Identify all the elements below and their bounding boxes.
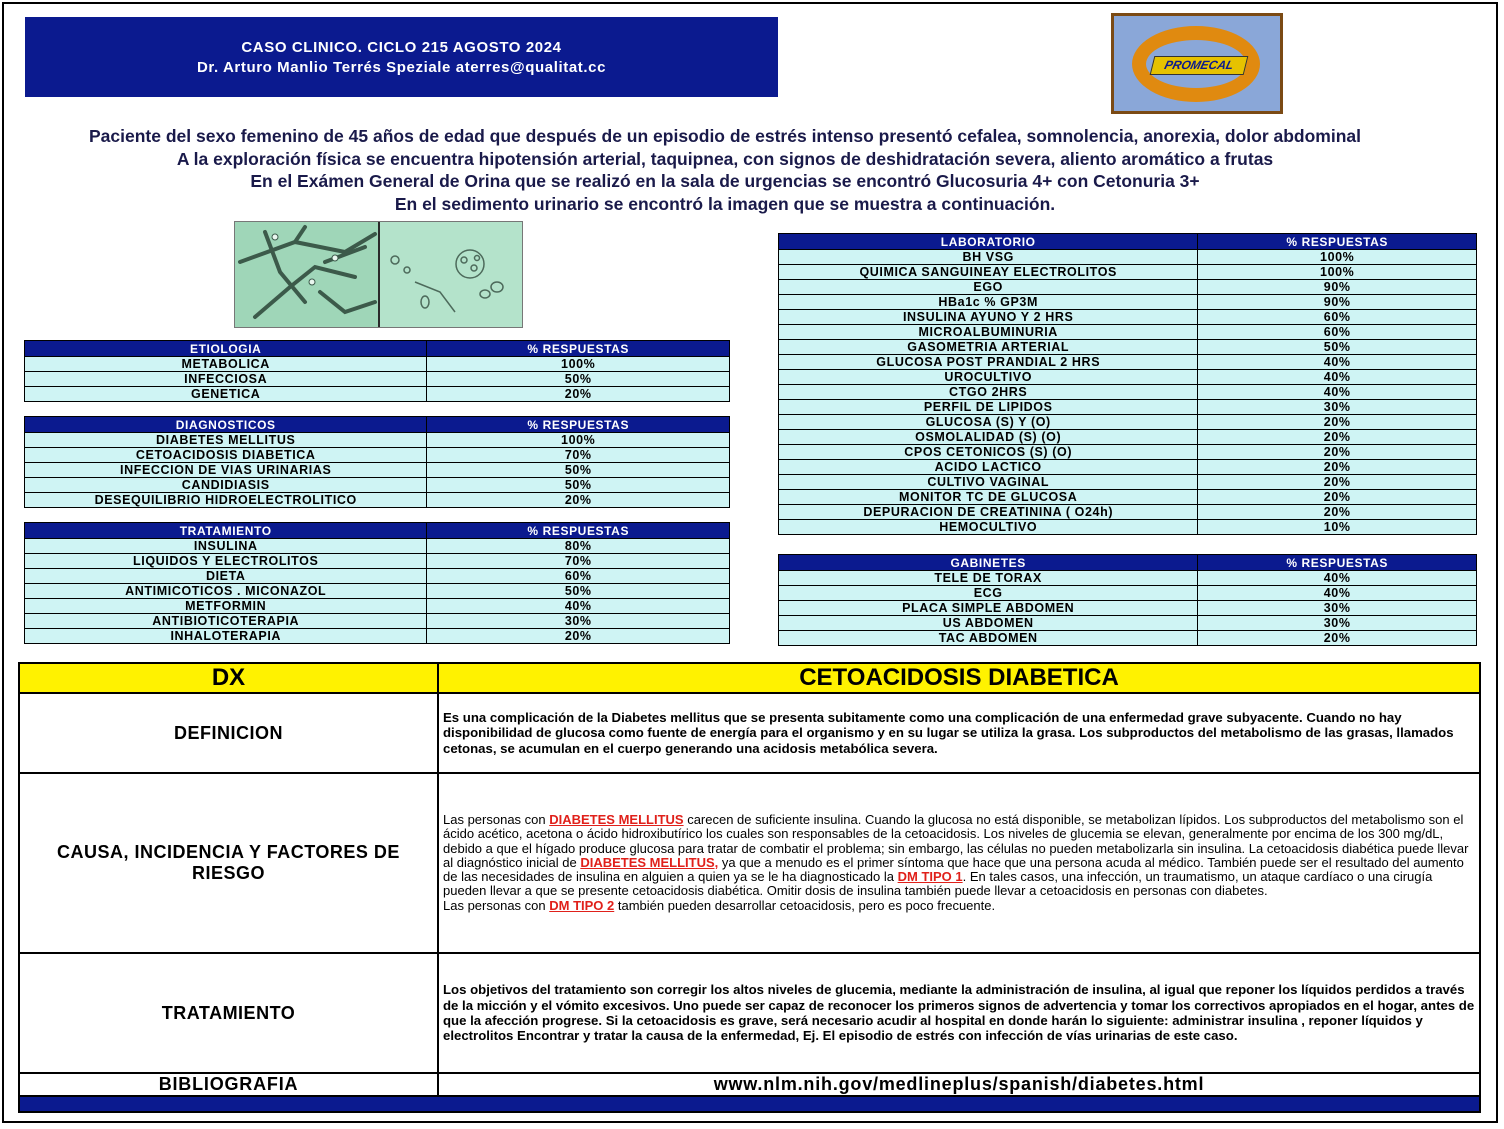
table-row: LIQUIDOS Y ELECTROLITOS 70% <box>25 554 730 569</box>
diabetes-mellitus-link[interactable]: DIABETES MELLITUS, <box>580 854 719 870</box>
bibliografia-url[interactable]: www.nlm.nih.gov/medlineplus/spanish/diabetes.html <box>438 1073 1480 1096</box>
table-row: ANTIMICOTICOS . MICONAZOL 50% <box>25 584 730 599</box>
laboratorio-table <box>778 233 1477 535</box>
table-row: OSMOLALIDAD (S) (O) 20% <box>779 430 1477 445</box>
diabetes-mellitus-link[interactable]: DIABETES MELLITUS <box>549 812 684 828</box>
table-row: UROCULTIVO 40% <box>779 370 1477 385</box>
column-header: GABINETES <box>779 555 1198 571</box>
table-row: HBa1c % GP3M 90% <box>779 295 1477 310</box>
table-row: TAC ABDOMEN 20% <box>779 631 1477 646</box>
diagnosis-summary-table <box>18 662 1481 1113</box>
case-title: CASO CLINICO. CICLO 215 AGOSTO 2024 <box>241 39 562 56</box>
tratamiento-table <box>24 522 730 644</box>
table-row: INFECCION DE VIAS URINARIAS 50% <box>25 463 730 478</box>
definicion-label: DEFINICION <box>19 693 438 773</box>
table-row: METFORMIN 40% <box>25 599 730 614</box>
intro-line: En el Exámen General de Orina que se realizó en la sala de urgencias se encontró Glucosuria 4+ con Cetonuria 3+ <box>250 171 1200 191</box>
footer-bar <box>19 1096 1480 1112</box>
table-row: HEMOCULTIVO 10% <box>779 520 1477 535</box>
intro-line: En el sedimento urinario se encontró la imagen que se muestra a continuación. <box>394 193 1056 214</box>
table-row: DIETA 60% <box>25 569 730 584</box>
table-row: MICROALBUMINURIA 60% <box>779 325 1477 340</box>
tratamiento-label: TRATAMIENTO <box>19 953 438 1073</box>
causa-text: Las personas con DIABETES MELLITUS carecen de suficiente insulina. Cuando la glucosa no está disponible, se metabolizan lípidos. Los subproductos del metabolismo son el ácido acético, acetona o ácido hidroxibutírico los cuales son responsables de la cetoacidosis. Los niveles de glucemia se elevan, generalmente por encima de los 300 mg/dL, debido a que el hígado produce glucosa para tratar de combatir el problema; sin embargo, las células no pueden metabolizarla sin insulina. La cetoacidosis diabética puede llevar al diagnóstico inicial de DIABETES MELLITUS, ya que a menudo es el primer síntoma que hace que una persona acuda al médico. También puede ser el resultado del aumento de las necesidades de insulina en alguien a quien ya se le ha diagnosticado la DM TIPO 1. En tales casos, una infección, un traumatismo, un ataque cardíaco o una cirugía pueden llevar a que se presente cetoacidosis diabética. Omitir dosis de insulina también puede llevar a cetoacidosis en personas con diabetes. Las personas con DM TIPO 2 también pueden desarrollar cetoacidosis, pero es poco frecuente. <box>438 773 1480 953</box>
table-row: GLUCOSA POST PRANDIAL 2 HRS 40% <box>779 355 1477 370</box>
column-header: DIAGNOSTICOS <box>25 417 427 433</box>
causa-label: CAUSA, INCIDENCIA Y FACTORES DE RIESGO <box>19 773 438 953</box>
table-row: CTGO 2HRS 40% <box>779 385 1477 400</box>
case-description <box>0 125 1450 215</box>
table-row: INSULINA AYUNO Y 2 HRS 60% <box>779 310 1477 325</box>
table-row: PERFIL DE LIPIDOS 30% <box>779 400 1477 415</box>
definicion-text: Es una complicación de la Diabetes mellitus que se presenta subitamente como una complicación de una enfermedad grave subyacente. Cuando no hay disponibilidad de glucosa como fuente de energía para el organismo y en su lugar se utiliza la grasa. Los subproductos del metabolismo de las grasas, llamados cetonas, se acumulan en el cuerpo generando una acidosis metabólica severa. <box>438 693 1480 773</box>
tratamiento-text: Los objetivos del tratamiento son corregir los altos niveles de glucemia, mediante la administración de insulina, al igual que reponer los líquidos perdidos a través de la micción y el vómito excesivos. Uno puede ser capaz de reconocer los primeros signos de advertencia y tomar los correctivos apropiados en el hogar, antes de que la afección progrese. Si la cetoacidosis es grave, será necesario acudir al hospital en donde harán lo siguiente: administrar insulina , reponer líquidos y electrolitos Encontrar y tratar la causa de la enfermedad, Ej. El episodio de estrés con infección de vías urinarias de este caso. <box>438 953 1480 1073</box>
dx-value: CETOACIDOSIS DIABETICA <box>438 663 1480 693</box>
intro-line: A la exploración física se encuentra hipotensión arterial, taquipnea, con signos de deshidratación severa, aliento aromático a frutas <box>176 148 1274 169</box>
table-row: QUIMICA SANGUINEAY ELECTROLITOS 100% <box>779 265 1477 280</box>
table-row: GENETICA 20% <box>25 387 730 402</box>
table-row: CULTIVO VAGINAL 20% <box>779 475 1477 490</box>
table-row: ECG 40% <box>779 586 1477 601</box>
case-header <box>25 17 778 97</box>
table-row: GASOMETRIA ARTERIAL 50% <box>779 340 1477 355</box>
column-header: % RESPUESTAS <box>427 417 730 433</box>
table-row: MONITOR TC DE GLUCOSA 20% <box>779 490 1477 505</box>
table-row: INFECCIOSA 50% <box>25 372 730 387</box>
table-row: CETOACIDOSIS DIABETICA 70% <box>25 448 730 463</box>
column-header: % RESPUESTAS <box>427 523 730 539</box>
table-row: ANTIBIOTICOTERAPIA 30% <box>25 614 730 629</box>
dm-tipo-2-link[interactable]: DM TIPO 2 <box>549 897 615 913</box>
column-header: % RESPUESTAS <box>427 341 730 357</box>
table-row: BH VSG 100% <box>779 250 1477 265</box>
author-line: Dr. Arturo Manlio Terrés Speziale aterres@qualitat.cc <box>196 59 607 76</box>
bibliografia-label: BIBLIOGRAFIA <box>19 1073 438 1096</box>
column-header: ETIOLOGIA <box>25 341 427 357</box>
promecal-logo <box>1111 13 1283 114</box>
dm-tipo-1-link[interactable]: DM TIPO 1 <box>897 869 963 885</box>
table-row: DEPURACION DE CREATININA ( O24h) 20% <box>779 505 1477 520</box>
gabinetes-table <box>778 554 1477 646</box>
urine-sediment-micrograph <box>234 221 523 328</box>
column-header: % RESPUESTAS <box>1198 234 1477 250</box>
table-row: US ABDOMEN 30% <box>779 616 1477 631</box>
table-row: DIABETES MELLITUS 100% <box>25 433 730 448</box>
table-row: GLUCOSA (S) Y (O) 20% <box>779 415 1477 430</box>
table-row: TELE DE TORAX 40% <box>779 571 1477 586</box>
column-header: LABORATORIO <box>779 234 1198 250</box>
table-row: CPOS CETONICOS (S) (O) 20% <box>779 445 1477 460</box>
table-row: METABOLICA 100% <box>25 357 730 372</box>
diagnosticos-table <box>24 416 730 508</box>
table-row: INHALOTERAPIA 20% <box>25 629 730 644</box>
logo-text: PROMECAL <box>1150 56 1249 75</box>
etiologia-table <box>24 340 730 402</box>
table-row: INSULINA 80% <box>25 539 730 554</box>
table-row: PLACA SIMPLE ABDOMEN 30% <box>779 601 1477 616</box>
dx-label: DX <box>19 663 438 693</box>
column-header: TRATAMIENTO <box>25 523 427 539</box>
table-row: ACIDO LACTICO 20% <box>779 460 1477 475</box>
column-header: % RESPUESTAS <box>1198 555 1477 571</box>
table-row: CANDIDIASIS 50% <box>25 478 730 493</box>
intro-line: Paciente del sexo femenino de 45 años de edad que después de un episodio de estrés intenso presentó cefalea, somnolencia, anorexia, dolor abdominal <box>88 126 1362 146</box>
table-row: DESEQUILIBRIO HIDROELECTROLITICO 20% <box>25 493 730 508</box>
table-row: EGO 90% <box>779 280 1477 295</box>
